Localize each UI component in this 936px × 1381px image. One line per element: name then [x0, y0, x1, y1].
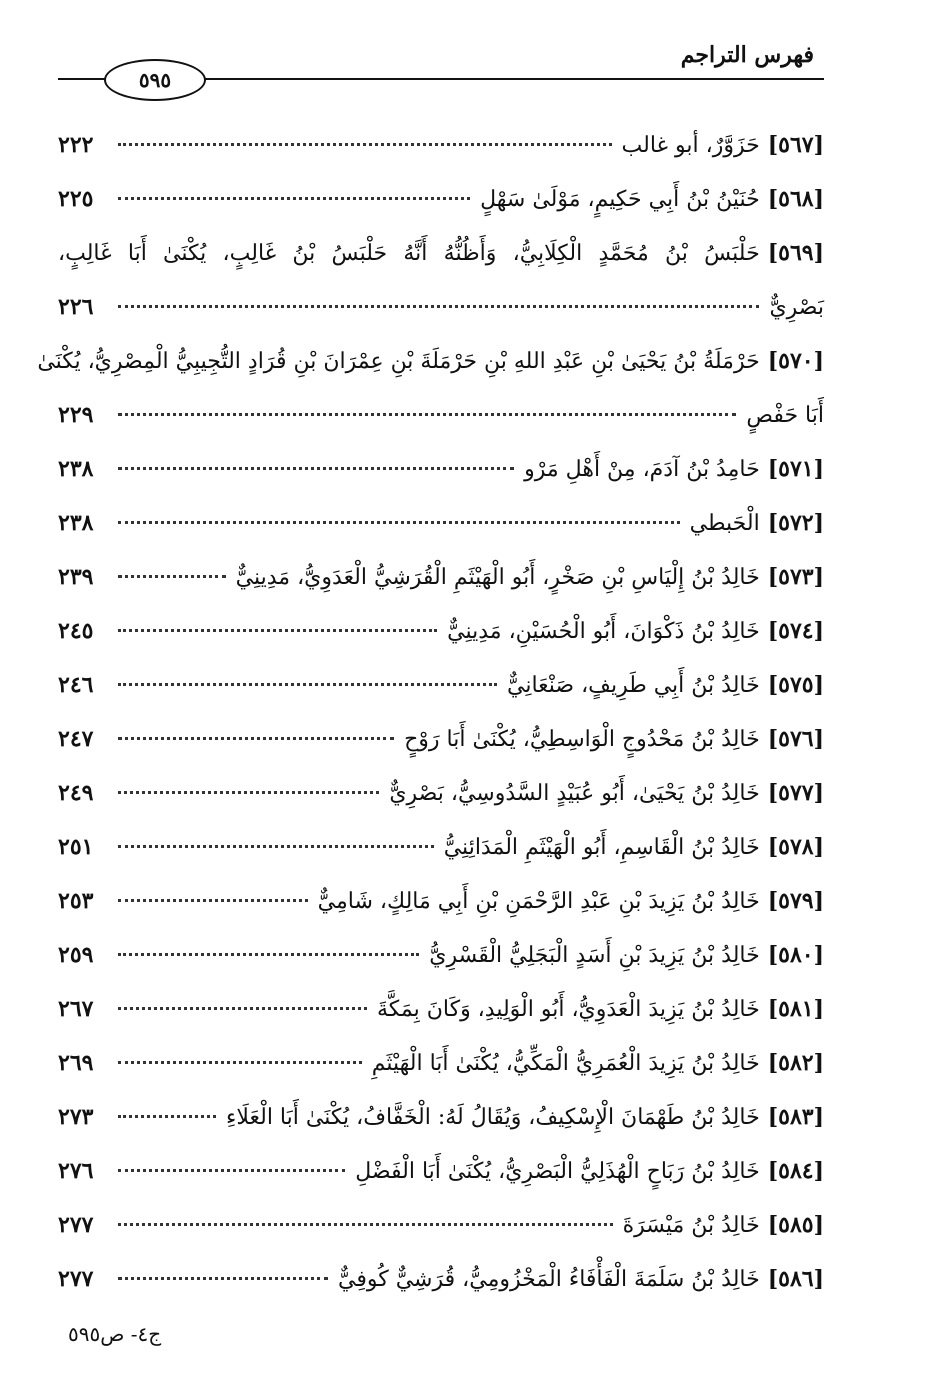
index-entry: [58, 1036, 824, 1090]
entry-number: [٥٧٢]: [767, 510, 824, 536]
entry-number: [٥٦٨]: [767, 186, 824, 212]
entry-page-number: ٢٢٥: [58, 186, 94, 212]
entry-number: [٥٨٣]: [767, 1104, 824, 1130]
entry-number: [٥٧٧]: [767, 780, 824, 806]
entry-number: [٥٨٠]: [767, 942, 824, 968]
running-header-title: فهرس التراجم: [680, 42, 814, 68]
index-entry: [58, 1252, 824, 1306]
entry-number: [٥٨٤]: [767, 1158, 824, 1184]
entry-page-number: ٢٧٧: [58, 1266, 94, 1292]
dot-leader: [118, 413, 736, 416]
dot-leader: [118, 305, 759, 308]
entry-page-number: ٢٥١: [58, 834, 94, 860]
dot-leader: [118, 575, 226, 578]
dot-leader: [118, 899, 308, 902]
entry-page-number: ٢٧٧: [58, 1212, 94, 1238]
entry-name: حَرْمَلَةُ بْنُ يَحْيَىٰ بْنِ عَبْدِ اللهِ بْنِ حَرْمَلَةَ بْنِ عِمْرَانَ بْنِ قُرَادٍ التُّجِيبِيُّ الْمِصْرِيُّ، يُكْنَىٰ: [37, 349, 760, 374]
entry-line: [58, 766, 824, 820]
entry-page-number: ٢٧٦: [58, 1158, 94, 1184]
entry-line: [58, 982, 824, 1036]
entry-number: [٥٧٣]: [767, 564, 824, 590]
entry-line: [58, 280, 824, 334]
entry-page-number: ٢٥٣: [58, 888, 94, 914]
index-entry: [58, 982, 824, 1036]
entry-name: الْحَبطي: [689, 511, 760, 536]
dot-leader: [118, 1061, 362, 1064]
index-entry: [58, 1198, 824, 1252]
entry-line: [58, 388, 824, 442]
index-entries-list: [37, 118, 824, 1306]
dot-leader: [118, 197, 470, 200]
entry-page-number: ٢٤٥: [58, 618, 94, 644]
index-entry: [37, 334, 824, 442]
entry-page-number: ٢٤٦: [58, 672, 94, 698]
entry-number: [٥٨٢]: [767, 1050, 824, 1076]
entry-name: بَصْرِيٌّ: [769, 295, 824, 320]
entry-page-number: ٢٧٣: [58, 1104, 94, 1130]
index-entry: [58, 928, 824, 982]
entry-name: خَالِدُ بْنُ ذَكْوَانَ، أَبُو الْحُسَيْنِ، مَدِينِيٌّ: [447, 619, 760, 644]
entry-name: خَالِدُ بْنُ رَبَاحٍ الْهُذَلِيُّ الْبَصْرِيُّ، يُكْنَىٰ أَبَا الْفَضْلِ: [355, 1159, 760, 1184]
entry-name: خَالِدُ بْنُ إِلْيَاسِ بْنِ صَخْرٍ، أَبُو الْهَيْثَمِ الْقُرَشِيُّ الْعَدَوِيُّ، مَدِينِيٌّ: [235, 565, 760, 590]
index-entry: [58, 550, 824, 604]
dot-leader: [118, 143, 612, 146]
dot-leader: [118, 737, 394, 740]
entry-line: [58, 496, 824, 550]
entry-page-number: ٢٥٩: [58, 942, 94, 968]
entry-name: حَامِدُ بْنُ آدَمَ، مِنْ أَهْلِ مَرْو: [524, 457, 760, 482]
entry-wrapped-line: [58, 226, 824, 280]
page-number-oval: [104, 59, 206, 101]
dot-leader: [118, 845, 434, 848]
index-entry: [58, 496, 824, 550]
entry-number: [٥٧١]: [767, 456, 824, 482]
entry-page-number: ٢٣٨: [58, 456, 94, 482]
entry-page-number: ٢٦٩: [58, 1050, 94, 1076]
entry-page-number: ٢٣٩: [58, 564, 94, 590]
entry-name: حَزَوَّرٌ، أبو غالب: [621, 133, 760, 158]
entry-number: [٥٦٧]: [767, 132, 824, 158]
entry-page-number: ٢٤٩: [58, 780, 94, 806]
dot-leader: [118, 1169, 345, 1172]
entry-page-number: ٢٢٢: [58, 132, 94, 158]
entry-line: [58, 928, 824, 982]
entry-name: خَالِدُ بْنُ يَزِيدَ الْعُمَرِيُّ الْمَكِّيُّ، يُكْنَىٰ أَبَا الْهَيْثَمِ: [371, 1051, 760, 1076]
dot-leader: [118, 1007, 367, 1010]
entry-line: [58, 550, 824, 604]
index-entry: [58, 442, 824, 496]
entry-name: خَالِدُ بْنُ مَيْسَرَةَ: [622, 1213, 760, 1238]
entry-name: خَالِدُ بْنُ سَلَمَةَ الْفَأْفَاءُ الْمَخْزُومِيُّ، قُرَشِيٌّ كُوفِيٌّ: [338, 1267, 760, 1292]
entry-name: خَالِدُ بْنُ يَزِيدَ الْعَدَوِيُّ، أَبُو الْوَلِيدِ، وَكَانَ بِمَكَّةَ: [376, 997, 760, 1022]
entry-page-number: ٢٣٨: [58, 510, 94, 536]
entry-page-number: ٢٢٦: [58, 294, 94, 320]
entry-line: [58, 1144, 824, 1198]
entry-number: [٥٨١]: [767, 996, 824, 1022]
entry-number: [٥٨٦]: [767, 1266, 824, 1292]
entry-number: [٥٧٥]: [767, 672, 824, 698]
index-entry: [58, 766, 824, 820]
entry-line: [58, 1198, 824, 1252]
entry-line: [58, 442, 824, 496]
index-entry: [58, 226, 824, 334]
entry-line: [58, 874, 824, 928]
dot-leader: [118, 953, 419, 956]
entry-number: [٥٧٦]: [767, 726, 824, 752]
entry-name: خَالِدُ بْنُ يَزِيدَ بْنِ عَبْدِ الرَّحْمَنِ بْنِ أَبِي مَالِكٍ، شَامِيٌّ: [317, 889, 760, 914]
entry-line: [58, 712, 824, 766]
dot-leader: [118, 791, 379, 794]
entry-name: خَالِدُ بْنُ طَهْمَانَ الْإِسْكِيفُ، وَيُقَالُ لَهُ: الْخَفَّافُ، يُكْنَىٰ أَبَا الْعَلَاءِ: [226, 1105, 760, 1130]
entry-name: خَالِدُ بْنُ الْقَاسِمِ، أَبُو الْهَيْثَمِ الْمَدَائِنِيُّ: [443, 835, 760, 860]
dot-leader: [118, 521, 680, 524]
entry-name: خَالِدُ بْنُ أَبِي طَرِيفٍ، صَنْعَانِيٌّ: [506, 673, 760, 698]
index-entry: [58, 1090, 824, 1144]
index-entry: [58, 172, 824, 226]
entry-line: [58, 1252, 824, 1306]
entry-number: [٥٧٩]: [767, 888, 824, 914]
index-entry: [58, 658, 824, 712]
dot-leader: [118, 467, 514, 470]
index-entry: [58, 874, 824, 928]
entry-number: [٥٦٩]: [767, 240, 824, 266]
dot-leader: [118, 683, 497, 686]
dot-leader: [118, 1115, 216, 1118]
entry-wrapped-line: [37, 334, 824, 388]
entry-line: [58, 118, 824, 172]
entry-name: حَلْبَسُ بْنُ مُحَمَّدٍ الْكِلَابِيُّ، وَأَظُنُّهُ أَنَّهُ حَلْبَسُ بْنُ غَالِبٍ، يُكْنَىٰ أَبَا غَالِبٍ،: [58, 241, 760, 266]
entry-number: [٥٧٠]: [767, 348, 824, 374]
entry-page-number: ٢٦٧: [58, 996, 94, 1022]
entry-page-number: ٢٤٧: [58, 726, 94, 752]
dot-leader: [118, 1277, 328, 1280]
entry-number: [٥٧٨]: [767, 834, 824, 860]
entry-name: خَالِدُ بْنُ يَزِيدَ بْنِ أَسَدٍ الْبَجَلِيُّ الْقَسْرِيُّ: [429, 943, 760, 968]
entry-name: خَالِدُ بْنُ مَحْدُوجٍ الْوَاسِطِيُّ، يُكْنَىٰ أَبَا رَوْحٍ: [404, 727, 760, 752]
index-entry: [58, 118, 824, 172]
entry-name: حُنَيْنُ بْنُ أَبِي حَكِيمٍ، مَوْلَىٰ سَهْلٍ: [480, 187, 760, 212]
page-number: ٥٩٥: [138, 68, 172, 92]
entry-name: أَبَا حَفْصٍ: [746, 403, 824, 428]
entry-line: [58, 820, 824, 874]
entry-number: [٥٨٥]: [767, 1212, 824, 1238]
entry-line: [58, 658, 824, 712]
index-entry: [58, 1144, 824, 1198]
entry-name: خَالِدُ بْنُ يَحْيَىٰ، أَبُو عُبَيْدٍ السَّدُوسِيُّ، بَصْرِيٌّ: [389, 781, 760, 806]
entry-line: [58, 1036, 824, 1090]
entry-page-number: ٢٢٩: [58, 402, 94, 428]
dot-leader: [118, 629, 437, 632]
index-entry: [58, 820, 824, 874]
index-entry: [58, 604, 824, 658]
entry-line: [58, 172, 824, 226]
index-entry: [58, 712, 824, 766]
footer-reference: ج٤- ص٥٩٥: [68, 1322, 162, 1346]
entry-line: [58, 1090, 824, 1144]
dot-leader: [118, 1223, 613, 1226]
entry-number: [٥٧٤]: [767, 618, 824, 644]
entry-line: [58, 604, 824, 658]
